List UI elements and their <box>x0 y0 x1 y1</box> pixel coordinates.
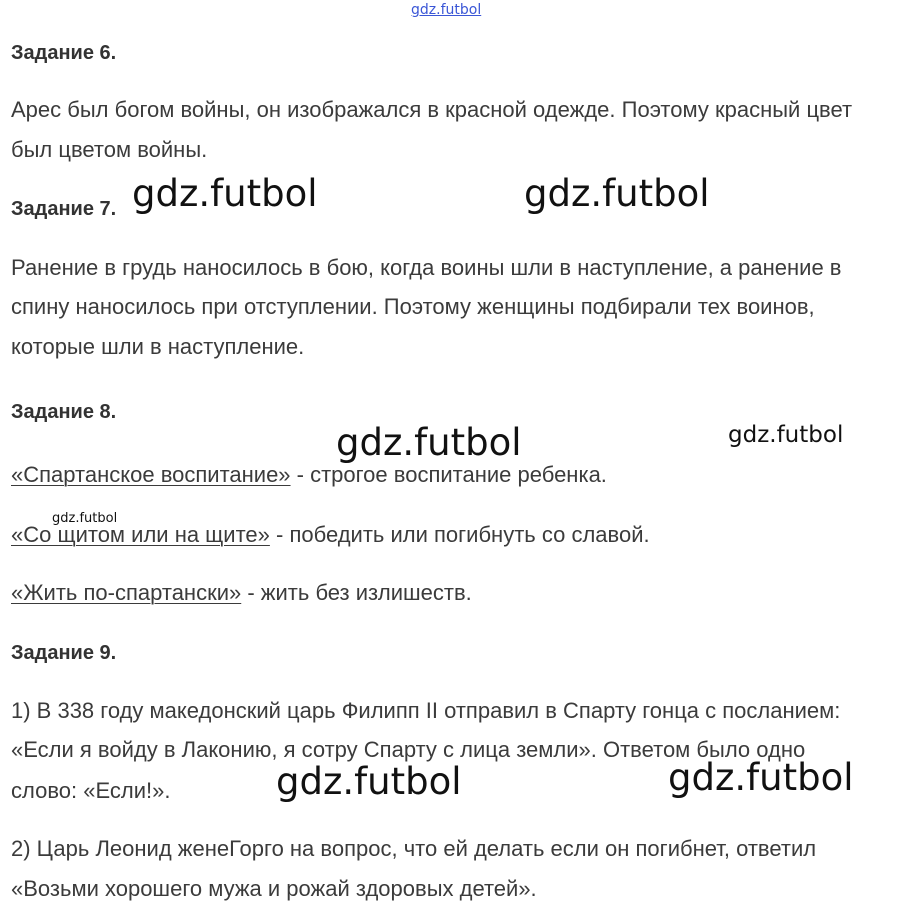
task-7-heading: Задание 7. <box>11 198 117 220</box>
task-7-line-2: спину наносилось при отступлении. Поэтому женщины подбирали тех воинов, <box>11 294 815 319</box>
idiom-definition: - жить без излишеств. <box>241 580 472 605</box>
idiom-term: «Спартанское воспитание» <box>11 462 291 487</box>
task-8-item-3 <box>11 580 472 606</box>
idiom-definition: - строгое воспитание ребенка. <box>290 462 607 487</box>
task-6-heading: Задание 6. <box>11 42 117 64</box>
task-9-heading: Задание 9. <box>11 642 117 664</box>
task-8-heading: Задание 8. <box>11 401 117 423</box>
idiom-term: «Жить по-спартански» <box>11 580 242 605</box>
watermark: gdz.futbol <box>132 172 318 215</box>
task-8-item-2 <box>11 522 650 548</box>
task-6-line-1: Арес был богом войны, он изображался в красной одежде. Поэтому красный цвет <box>11 97 853 122</box>
watermark: gdz.futbol <box>524 172 710 215</box>
idiom-term: «Со щитом или на щите» <box>11 522 270 547</box>
task-6-line-2: был цветом войны. <box>11 137 208 162</box>
task-7-line-1: Ранение в грудь наносилось в бою, когда воины шли в наступление, а ранение в <box>11 255 842 280</box>
task-9-p2-line-2: «Возьми хорошего мужа и рожай здоровых детей». <box>11 876 537 901</box>
task-9-p1-line-1: 1) В 338 году македонский царь Филипп II отправил в Спарту гонца с посланием: <box>11 698 841 723</box>
watermark: gdz.futbol <box>52 511 118 526</box>
watermark-top: gdz.futbol <box>411 2 482 18</box>
task-7-line-3: которые шли в наступление. <box>11 334 305 359</box>
task-9-p1-line-2: «Если я войду в Лаконию, я сотру Спарту с лица земли». Ответом было одно <box>11 737 806 762</box>
watermark: gdz.futbol <box>276 760 462 803</box>
watermark: gdz.futbol <box>336 421 522 464</box>
task-8-item-1 <box>11 462 607 488</box>
idiom-definition: - победить или погибнуть со славой. <box>269 522 650 547</box>
task-9-p2-line-1: 2) Царь Леонид женеГорго на вопрос, что ей делать если он погибнет, ответил <box>11 836 817 861</box>
watermark: gdz.futbol <box>728 422 844 448</box>
task-9-p1-line-3: слово: «Если!». <box>11 778 171 803</box>
watermark: gdz.futbol <box>668 756 854 799</box>
